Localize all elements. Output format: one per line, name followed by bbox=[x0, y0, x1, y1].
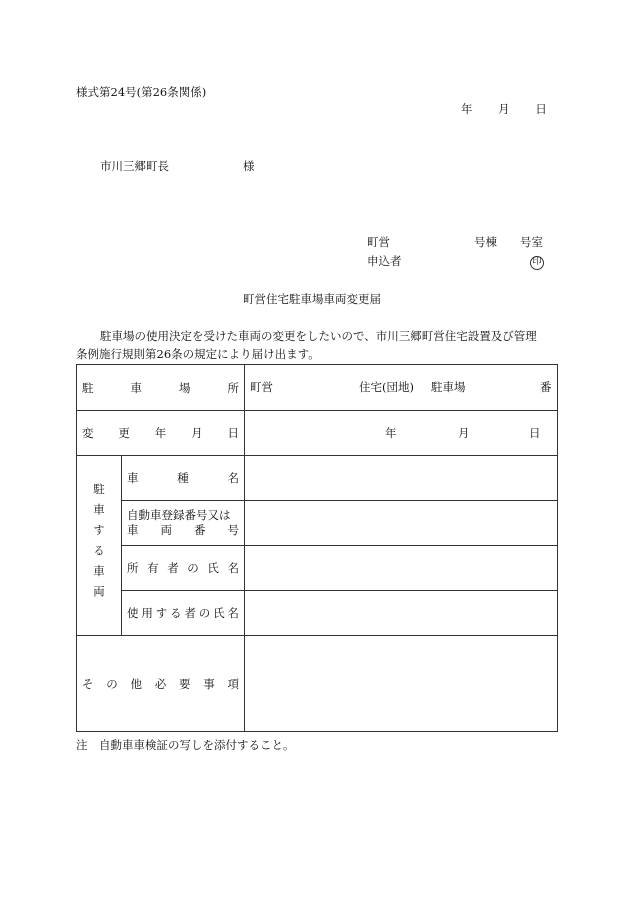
reg-char-4: 号 bbox=[227, 523, 239, 537]
registration-line1: 自動車登録番号又は bbox=[127, 508, 231, 523]
other-char-6: 事 bbox=[203, 676, 215, 691]
other-char-7: 項 bbox=[227, 676, 239, 691]
change-date-char-4: 月 bbox=[191, 426, 203, 440]
owner-char-6: 名 bbox=[227, 561, 239, 575]
vehicle-user-label-text bbox=[127, 605, 239, 621]
row-vehicle-registration bbox=[77, 501, 558, 546]
date-month: 月 bbox=[498, 102, 510, 116]
parking-label-char-2: 車 bbox=[130, 380, 142, 395]
footnote: 注 自動車車検証の写しを添付すること。 bbox=[76, 738, 295, 752]
change-date-char-5: 日 bbox=[227, 426, 239, 440]
vehicle-user-label-cell bbox=[122, 591, 245, 636]
applicant-label: 申込者 bbox=[367, 254, 402, 268]
body-text-line1: 駐車場の使用決定を受けた車両の変更をしたいので、市川三郷町営住宅設置及び管理 bbox=[100, 329, 537, 343]
change-date-label-text bbox=[82, 425, 239, 441]
other-label-cell bbox=[77, 636, 245, 732]
registration-line2 bbox=[127, 523, 239, 538]
model-char-2: 種 bbox=[177, 471, 189, 485]
owner-char-2: 有 bbox=[147, 561, 159, 575]
change-date-day: 日 bbox=[529, 426, 541, 440]
change-date-month: 月 bbox=[458, 426, 470, 440]
change-date-label-cell bbox=[77, 411, 245, 456]
parking-label-char-1: 駐 bbox=[82, 380, 94, 395]
owner-char-4: の bbox=[187, 561, 199, 575]
vehicle-registration-label-cell bbox=[122, 501, 245, 546]
other-char-4: 必 bbox=[154, 676, 167, 691]
vehicle-owner-value-cell[interactable] bbox=[245, 546, 558, 591]
other-char-5: 要 bbox=[179, 676, 191, 691]
user-char-4: る bbox=[170, 606, 182, 620]
header-date bbox=[461, 104, 547, 116]
other-char-2: の bbox=[106, 676, 118, 691]
user-char-2: 用 bbox=[141, 606, 153, 620]
change-date-char-1: 変 bbox=[82, 426, 94, 440]
reg-char-3: 番 bbox=[194, 523, 206, 537]
body-text-line2: 条例施行規則第26条の規定により届け出ます。 bbox=[76, 347, 320, 361]
owner-char-1: 所 bbox=[127, 561, 139, 575]
parking-label-text bbox=[82, 380, 239, 396]
model-char-1: 車 bbox=[127, 471, 139, 485]
page-title: 町営住宅駐車場車両変更届 bbox=[243, 292, 381, 306]
row-other bbox=[77, 636, 558, 732]
owner-char-3: 者 bbox=[167, 561, 179, 575]
other-label-text bbox=[82, 676, 239, 692]
change-date-char-2: 更 bbox=[118, 426, 130, 440]
seal-icon: 印 bbox=[530, 256, 544, 270]
applicant-building-suffix: 号棟 bbox=[474, 235, 497, 249]
row-parking bbox=[77, 365, 558, 411]
applicant-address-prefix: 町営 bbox=[367, 235, 390, 249]
parking-value-cell[interactable] bbox=[245, 365, 558, 411]
applicant-room-suffix: 号室 bbox=[520, 235, 543, 249]
user-char-6: の bbox=[198, 606, 211, 620]
parking-label-char-3: 場 bbox=[179, 380, 191, 395]
owner-char-5: 氏 bbox=[207, 561, 219, 575]
row-vehicle-model bbox=[77, 456, 558, 501]
other-char-1: そ bbox=[82, 676, 94, 691]
other-value-cell[interactable] bbox=[245, 636, 558, 732]
date-day: 日 bbox=[535, 102, 547, 116]
change-date-char-3: 年 bbox=[154, 426, 167, 440]
vehicle-registration-value-cell[interactable] bbox=[245, 501, 558, 546]
date-year: 年 bbox=[461, 102, 473, 116]
user-char-1: 使 bbox=[127, 606, 139, 620]
vehicle-group-label: 駐車する車両 bbox=[92, 482, 106, 606]
vehicle-owner-label-text bbox=[127, 560, 239, 576]
addressee-name: 市川三郷町長 bbox=[100, 159, 169, 173]
parking-label-cell bbox=[77, 365, 245, 411]
vehicle-model-value-cell[interactable] bbox=[245, 456, 558, 501]
model-char-3: 名 bbox=[227, 471, 239, 485]
change-date-year: 年 bbox=[385, 426, 397, 440]
parking-number: 番 bbox=[540, 380, 552, 394]
parking-label-char-4: 所 bbox=[227, 380, 239, 395]
parking-lot: 駐車場 bbox=[431, 380, 466, 394]
reg-char-1: 車 bbox=[127, 523, 139, 537]
change-date-value-cell[interactable] bbox=[245, 411, 558, 456]
applicant-seal-wrap bbox=[530, 255, 544, 270]
user-char-5: 者 bbox=[184, 606, 196, 620]
vehicle-owner-label-cell bbox=[122, 546, 245, 591]
vehicle-model-label-cell bbox=[122, 456, 245, 501]
vehicle-group-label-cell bbox=[77, 456, 122, 636]
vehicle-model-label-text bbox=[127, 470, 239, 486]
user-char-3: す bbox=[155, 606, 168, 620]
other-char-3: 他 bbox=[130, 676, 142, 691]
reg-char-2: 両 bbox=[160, 523, 172, 537]
row-vehicle-user bbox=[77, 591, 558, 636]
parking-prefix: 町営 bbox=[250, 380, 273, 394]
user-char-8: 名 bbox=[227, 606, 239, 620]
form-table bbox=[76, 364, 558, 732]
user-char-7: 氏 bbox=[213, 606, 225, 620]
row-vehicle-owner bbox=[77, 546, 558, 591]
addressee-honorific: 様 bbox=[243, 159, 255, 173]
row-change-date bbox=[77, 411, 558, 456]
vehicle-user-value-cell[interactable] bbox=[245, 591, 558, 636]
form-number: 様式第24号(第26条関係) bbox=[76, 85, 207, 99]
parking-housing: 住宅(団地) bbox=[359, 380, 414, 394]
